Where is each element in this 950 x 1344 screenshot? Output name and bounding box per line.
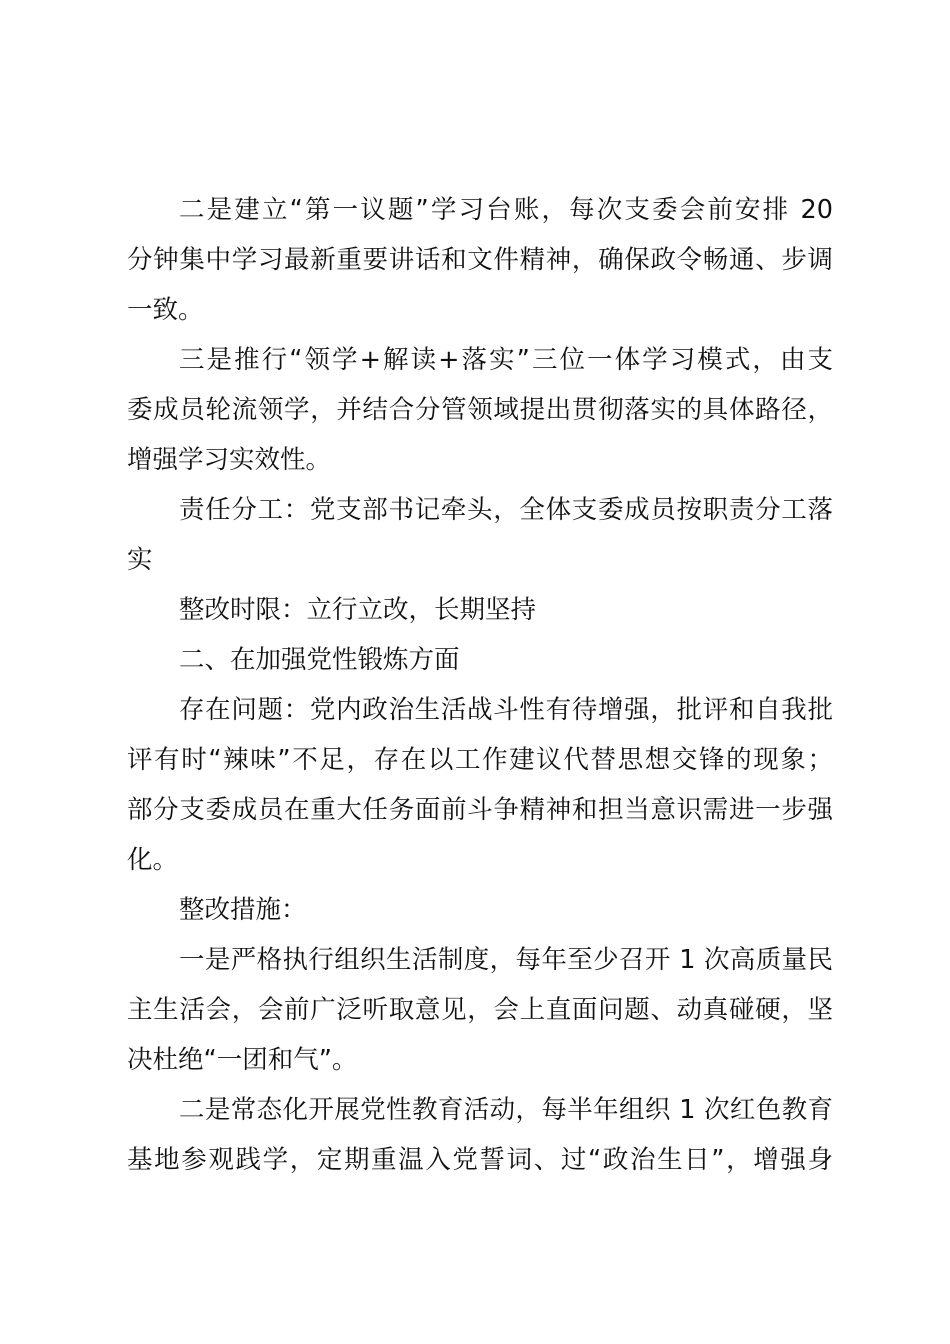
text-line: 部分支委成员在重大任务面前斗争精神和担当意识需进一步强 — [127, 795, 833, 825]
text-line: 一是严格执行组织生活制度，每年至少召开 1 次高质量民 — [179, 945, 833, 975]
paragraph-deadline — [127, 585, 833, 635]
section-heading-party-spirit — [127, 635, 833, 685]
text-line: 整改措施： — [179, 895, 307, 925]
text-line: 三是推行“领学+解读+落实”三位一体学习模式，由支 — [179, 345, 833, 375]
text-line: 存在问题：党内政治生活战斗性有待增强，批评和自我批 — [179, 695, 833, 725]
text-line: 增强学习实效性。 — [127, 445, 332, 475]
text-line: 决杜绝“一团和气”。 — [127, 1045, 358, 1075]
text-line: 分钟集中学习最新重要讲话和文件精神，确保政令畅通、步调 — [127, 245, 833, 275]
text-line: 主生活会，会前广泛听取意见，会上直面问题、动真碰硬，坚 — [127, 995, 833, 1025]
paragraph-study-model — [127, 335, 833, 485]
text-line: 实 — [127, 545, 153, 575]
text-line: 整改时限：立行立改，长期坚持 — [179, 595, 537, 625]
text-line: 二是建立“第一议题”学习台账，每次支委会前安排 20 — [179, 195, 833, 225]
text-line: 一致。 — [127, 295, 204, 325]
paragraph-measures-label — [127, 885, 833, 935]
text-line: 责任分工：党支部书记牵头，全体支委成员按职责分工落 — [179, 495, 833, 525]
text-line: 二是常态化开展党性教育活动，每半年组织 1 次红色教育 — [179, 1095, 833, 1125]
text-line: 化。 — [127, 845, 179, 875]
paragraph-existing-problems — [127, 685, 833, 885]
document-body — [127, 185, 833, 1185]
text-line: 委成员轮流领学，并结合分管领域提出贯彻落实的具体路径， — [127, 395, 833, 425]
paragraph-party-education — [127, 1085, 833, 1185]
text-line: 评有时“辣味”不足，存在以工作建议代替思想交锋的现象； — [127, 745, 833, 775]
text-line: 基地参观践学，定期重温入党誓词、过“政治生日”，增强身 — [127, 1145, 833, 1175]
heading-line: 二、在加强党性锻炼方面 — [179, 645, 460, 675]
paragraph-organizational-life — [127, 935, 833, 1085]
paragraph-responsibility — [127, 485, 833, 585]
paragraph-first-agenda-ledger — [127, 185, 833, 335]
